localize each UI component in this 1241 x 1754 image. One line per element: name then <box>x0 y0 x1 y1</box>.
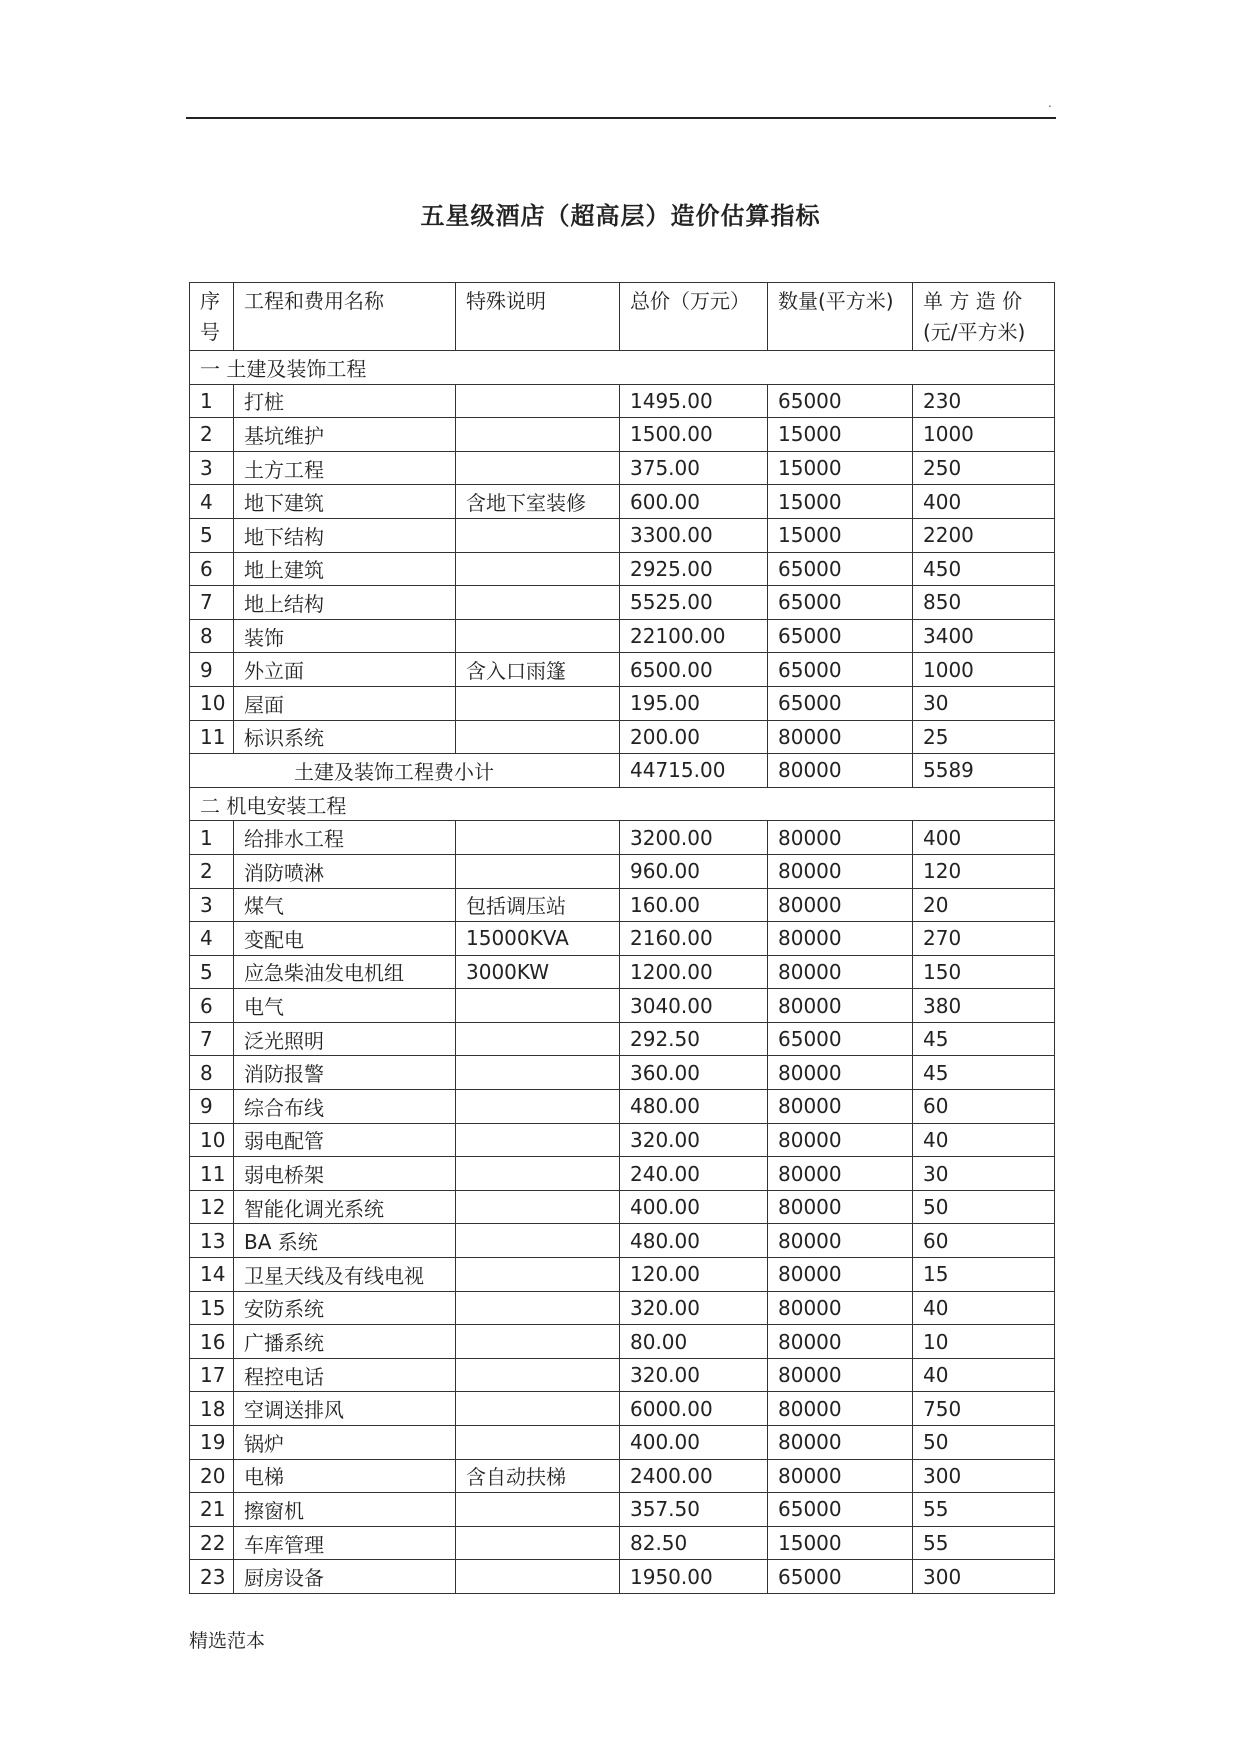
subtotal-cell: 80000 <box>768 754 913 788</box>
table-cell <box>456 1123 620 1157</box>
table-cell: 400.00 <box>620 1190 768 1224</box>
corner-mark: . <box>1048 96 1052 110</box>
table-cell: 400 <box>913 821 1055 855</box>
table-cell: 综合布线 <box>234 1090 456 1124</box>
table-cell: 600.00 <box>620 485 768 519</box>
table-cell: 4 <box>190 922 234 956</box>
table-cell: 9 <box>190 653 234 687</box>
table-cell: 960.00 <box>620 854 768 888</box>
table-cell: 380 <box>913 989 1055 1023</box>
table-cell <box>456 1358 620 1392</box>
table-row <box>190 1358 1055 1392</box>
table-row <box>190 1426 1055 1460</box>
table-cell: 车库管理 <box>234 1526 456 1560</box>
table-cell: 80000 <box>768 1157 913 1191</box>
table-cell: 基坑维护 <box>234 418 456 452</box>
table-cell: 65000 <box>768 619 913 653</box>
table-row <box>190 518 1055 552</box>
table-cell: 2925.00 <box>620 552 768 586</box>
table-cell: 65000 <box>768 686 913 720</box>
table-cell: 120.00 <box>620 1258 768 1292</box>
table-cell: 80000 <box>768 1056 913 1090</box>
page-title: 五星级酒店（超高层）造价估算指标 <box>420 202 821 230</box>
table-cell: 外立面 <box>234 653 456 687</box>
section-title: 二 机电安装工程 <box>190 787 1055 821</box>
table-cell: 地下建筑 <box>234 485 456 519</box>
table-row <box>190 485 1055 519</box>
table-cell: 包括调压站 <box>456 888 620 922</box>
table-row <box>190 1325 1055 1359</box>
table-cell: 打桩 <box>234 384 456 418</box>
section-title: 一 土建及装饰工程 <box>190 351 1055 385</box>
table-cell: 含地下室装修 <box>456 485 620 519</box>
table-cell: 4 <box>190 485 234 519</box>
table-cell: 5 <box>190 518 234 552</box>
table-cell: 25 <box>913 720 1055 754</box>
table-cell <box>456 384 620 418</box>
table-cell <box>456 451 620 485</box>
header-rule <box>186 117 1056 119</box>
table-cell: 200.00 <box>620 720 768 754</box>
table-cell: 240.00 <box>620 1157 768 1191</box>
table-cell: 擦窗机 <box>234 1493 456 1527</box>
table-cell: 10 <box>913 1325 1055 1359</box>
table-cell: 广播系统 <box>234 1325 456 1359</box>
table-cell: 2200 <box>913 518 1055 552</box>
table-cell: 357.50 <box>620 1493 768 1527</box>
table-cell <box>456 1392 620 1426</box>
table-cell: 6500.00 <box>620 653 768 687</box>
table-row <box>190 1224 1055 1258</box>
table-cell: 3300.00 <box>620 518 768 552</box>
table-row <box>190 1258 1055 1292</box>
table-cell: 82.50 <box>620 1526 768 1560</box>
table-cell: 18 <box>190 1392 234 1426</box>
table-cell <box>456 1426 620 1460</box>
table-cell: 80000 <box>768 854 913 888</box>
table-cell <box>456 854 620 888</box>
table-cell <box>456 552 620 586</box>
page-footer: 精选范本 <box>189 1630 266 1652</box>
table-cell: 300 <box>913 1459 1055 1493</box>
subtotal-row <box>190 754 1055 788</box>
table-cell: 土方工程 <box>234 451 456 485</box>
table-row <box>190 720 1055 754</box>
header-cell: 总价（万元） <box>620 283 768 351</box>
table-cell: 80000 <box>768 1090 913 1124</box>
table-cell: 变配电 <box>234 922 456 956</box>
table-cell: 15000 <box>768 418 913 452</box>
table-cell: 17 <box>190 1358 234 1392</box>
table-cell: 11 <box>190 1157 234 1191</box>
table-cell: 40 <box>913 1358 1055 1392</box>
table-row <box>190 1459 1055 1493</box>
table-cell: 7 <box>190 1022 234 1056</box>
table-cell: 2400.00 <box>620 1459 768 1493</box>
table-cell: 3200.00 <box>620 821 768 855</box>
table-cell: 12 <box>190 1190 234 1224</box>
table-row <box>190 1056 1055 1090</box>
table-cell: 地上结构 <box>234 586 456 620</box>
table-cell: 60 <box>913 1090 1055 1124</box>
table-cell: 30 <box>913 686 1055 720</box>
table-cell <box>456 821 620 855</box>
table-cell: 80000 <box>768 955 913 989</box>
table-cell: 7 <box>190 586 234 620</box>
table-cell: 65000 <box>768 1022 913 1056</box>
header-cell: 工程和费用名称 <box>234 283 456 351</box>
table-cell: 弱电桥架 <box>234 1157 456 1191</box>
table-row <box>190 653 1055 687</box>
table-cell: 80000 <box>768 922 913 956</box>
table-cell: 煤气 <box>234 888 456 922</box>
table-cell <box>456 518 620 552</box>
table-header-row <box>190 283 1055 351</box>
table-cell: 1495.00 <box>620 384 768 418</box>
table-cell: 270 <box>913 922 1055 956</box>
table-cell: 292.50 <box>620 1022 768 1056</box>
table-cell: 8 <box>190 1056 234 1090</box>
table-cell: 15000 <box>768 485 913 519</box>
table-cell: 含自动扶梯 <box>456 1459 620 1493</box>
table-cell: 泛光照明 <box>234 1022 456 1056</box>
table-cell <box>456 1157 620 1191</box>
table-cell: 给排水工程 <box>234 821 456 855</box>
table-cell <box>456 989 620 1023</box>
table-cell <box>456 1258 620 1292</box>
table-cell: 电气 <box>234 989 456 1023</box>
table-cell: 2 <box>190 854 234 888</box>
table-cell: 65000 <box>768 586 913 620</box>
table-row <box>190 922 1055 956</box>
section-row <box>190 787 1055 821</box>
table-cell: 50 <box>913 1190 1055 1224</box>
table-cell: 6 <box>190 552 234 586</box>
table-cell: 10 <box>190 1123 234 1157</box>
table-cell: 45 <box>913 1056 1055 1090</box>
table-cell: 80000 <box>768 821 913 855</box>
table-cell: 55 <box>913 1526 1055 1560</box>
table-cell: 360.00 <box>620 1056 768 1090</box>
table-cell: 5 <box>190 955 234 989</box>
subtotal-cell: 44715.00 <box>620 754 768 788</box>
table-cell: 电梯 <box>234 1459 456 1493</box>
table-cell <box>456 586 620 620</box>
table-row <box>190 888 1055 922</box>
table-row <box>190 1123 1055 1157</box>
table-row <box>190 1022 1055 1056</box>
table-row <box>190 418 1055 452</box>
table-row <box>190 1190 1055 1224</box>
table-cell: 65000 <box>768 384 913 418</box>
table-cell: 15000 <box>768 451 913 485</box>
table-cell: 程控电话 <box>234 1358 456 1392</box>
table-cell: 80.00 <box>620 1325 768 1359</box>
subtotal-cell: 5589 <box>913 754 1055 788</box>
cost-estimate-table <box>189 282 1055 1594</box>
header-cell: 单 方 造 价 (元/平方米) <box>913 283 1055 351</box>
table-cell: 850 <box>913 586 1055 620</box>
table-cell: 80000 <box>768 1224 913 1258</box>
table-row <box>190 955 1055 989</box>
table-cell: 80000 <box>768 1392 913 1426</box>
table-cell: 16 <box>190 1325 234 1359</box>
table-row <box>190 586 1055 620</box>
table-cell: 320.00 <box>620 1291 768 1325</box>
table-cell: 750 <box>913 1392 1055 1426</box>
table-cell: 450 <box>913 552 1055 586</box>
table-cell <box>456 1056 620 1090</box>
table-cell: 2 <box>190 418 234 452</box>
table-cell: 标识系统 <box>234 720 456 754</box>
table-cell: 空调送排风 <box>234 1392 456 1426</box>
table-row <box>190 552 1055 586</box>
table-cell: 21 <box>190 1493 234 1527</box>
section-row <box>190 351 1055 385</box>
table-cell: 60 <box>913 1224 1055 1258</box>
table-cell <box>456 1493 620 1527</box>
table-cell: 20 <box>190 1459 234 1493</box>
table-cell <box>456 686 620 720</box>
table-row <box>190 1291 1055 1325</box>
table-cell <box>456 418 620 452</box>
table-cell: 160.00 <box>620 888 768 922</box>
table-cell: 厨房设备 <box>234 1560 456 1594</box>
table-cell: 15000 <box>768 1526 913 1560</box>
table-row <box>190 1526 1055 1560</box>
table-row <box>190 821 1055 855</box>
table-cell: 400 <box>913 485 1055 519</box>
table-cell <box>456 1325 620 1359</box>
table-cell: 65000 <box>768 552 913 586</box>
header-cell: 特殊说明 <box>456 283 620 351</box>
table-cell: 8 <box>190 619 234 653</box>
table-cell: 3 <box>190 451 234 485</box>
table-cell: 应急柴油发电机组 <box>234 955 456 989</box>
table-cell <box>456 1090 620 1124</box>
table-cell: 含入口雨篷 <box>456 653 620 687</box>
table-row <box>190 1493 1055 1527</box>
table-cell: 80000 <box>768 1123 913 1157</box>
table-cell: 40 <box>913 1123 1055 1157</box>
table-cell: 300 <box>913 1560 1055 1594</box>
table-cell: 50 <box>913 1426 1055 1460</box>
table-cell <box>456 1190 620 1224</box>
table-cell: 消防喷淋 <box>234 854 456 888</box>
subtotal-label: 土建及装饰工程费小计 <box>190 754 620 788</box>
table-cell: 80000 <box>768 888 913 922</box>
table-cell: 19 <box>190 1426 234 1460</box>
table-cell: 1950.00 <box>620 1560 768 1594</box>
table-cell: 22100.00 <box>620 619 768 653</box>
table-cell: 23 <box>190 1560 234 1594</box>
table-cell: 15 <box>190 1291 234 1325</box>
table-row <box>190 1560 1055 1594</box>
table-cell <box>456 720 620 754</box>
table-cell: 80000 <box>768 1325 913 1359</box>
table-cell: 22 <box>190 1526 234 1560</box>
table-cell: 30 <box>913 1157 1055 1191</box>
table-cell: 13 <box>190 1224 234 1258</box>
table-row <box>190 854 1055 888</box>
table-cell <box>456 1560 620 1594</box>
table-cell: 3400 <box>913 619 1055 653</box>
table-cell: 6 <box>190 989 234 1023</box>
table-cell: 9 <box>190 1090 234 1124</box>
header-cell: 数量(平方米) <box>768 283 913 351</box>
table-cell: 15000 <box>768 518 913 552</box>
table-body <box>190 283 1055 1594</box>
table-cell: 屋面 <box>234 686 456 720</box>
table-cell: 14 <box>190 1258 234 1292</box>
table-cell: 地下结构 <box>234 518 456 552</box>
table-cell: 11 <box>190 720 234 754</box>
table-cell: 卫星天线及有线电视 <box>234 1258 456 1292</box>
table-cell: 195.00 <box>620 686 768 720</box>
table-cell <box>456 1526 620 1560</box>
header-cell: 序号 <box>190 283 234 351</box>
table-cell: 消防报警 <box>234 1056 456 1090</box>
table-cell: 65000 <box>768 1560 913 1594</box>
table-cell: 装饰 <box>234 619 456 653</box>
table-cell: 80000 <box>768 989 913 1023</box>
table-cell <box>456 1022 620 1056</box>
table-cell: 5525.00 <box>620 586 768 620</box>
table-cell: 2160.00 <box>620 922 768 956</box>
table-cell: 10 <box>190 686 234 720</box>
table-row <box>190 686 1055 720</box>
table-row <box>190 1090 1055 1124</box>
table-cell: 80000 <box>768 1426 913 1460</box>
table-cell <box>456 1291 620 1325</box>
table-cell: 45 <box>913 1022 1055 1056</box>
table-cell: BA 系统 <box>234 1224 456 1258</box>
table-cell: 3000KW <box>456 955 620 989</box>
table-cell: 65000 <box>768 653 913 687</box>
table-cell: 80000 <box>768 1358 913 1392</box>
table-row <box>190 619 1055 653</box>
table-cell: 15 <box>913 1258 1055 1292</box>
table-cell: 锅炉 <box>234 1426 456 1460</box>
table-cell: 480.00 <box>620 1224 768 1258</box>
table-cell: 1000 <box>913 653 1055 687</box>
table-cell: 320.00 <box>620 1358 768 1392</box>
table-cell: 15000KVA <box>456 922 620 956</box>
table-cell: 智能化调光系统 <box>234 1190 456 1224</box>
table-cell: 6000.00 <box>620 1392 768 1426</box>
table-cell <box>456 619 620 653</box>
table-cell: 250 <box>913 451 1055 485</box>
table-cell: 80000 <box>768 720 913 754</box>
table-row <box>190 451 1055 485</box>
table-cell: 1 <box>190 384 234 418</box>
table-cell: 40 <box>913 1291 1055 1325</box>
table-cell: 20 <box>913 888 1055 922</box>
table-row <box>190 1392 1055 1426</box>
table-cell: 480.00 <box>620 1090 768 1124</box>
table-cell: 80000 <box>768 1258 913 1292</box>
table-cell <box>456 1224 620 1258</box>
table-cell: 80000 <box>768 1459 913 1493</box>
table-cell: 地上建筑 <box>234 552 456 586</box>
table-cell: 375.00 <box>620 451 768 485</box>
table-cell: 弱电配管 <box>234 1123 456 1157</box>
table-cell: 80000 <box>768 1291 913 1325</box>
table-cell: 320.00 <box>620 1123 768 1157</box>
table-cell: 1 <box>190 821 234 855</box>
table-row <box>190 989 1055 1023</box>
table-cell: 1000 <box>913 418 1055 452</box>
table-cell: 80000 <box>768 1190 913 1224</box>
table-cell: 400.00 <box>620 1426 768 1460</box>
table-cell: 安防系统 <box>234 1291 456 1325</box>
table-cell: 1200.00 <box>620 955 768 989</box>
table-cell: 3 <box>190 888 234 922</box>
table-cell: 55 <box>913 1493 1055 1527</box>
table-row <box>190 384 1055 418</box>
table-cell: 120 <box>913 854 1055 888</box>
table-cell: 230 <box>913 384 1055 418</box>
table-cell: 150 <box>913 955 1055 989</box>
table-cell: 65000 <box>768 1493 913 1527</box>
table-row <box>190 1157 1055 1191</box>
table-cell: 1500.00 <box>620 418 768 452</box>
table-cell: 3040.00 <box>620 989 768 1023</box>
